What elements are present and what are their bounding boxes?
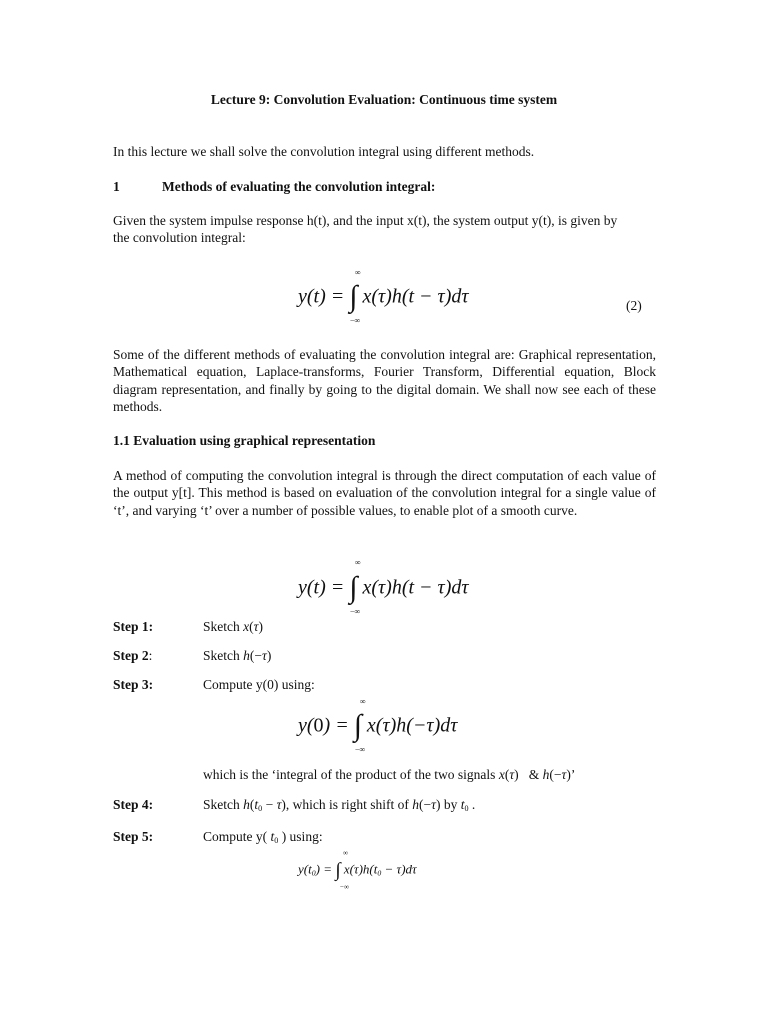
- equation-number: (2): [626, 298, 642, 313]
- lower-limit: −∞: [350, 316, 361, 325]
- section-1-1-heading: 1.1 Evaluation using graphical representation: [113, 433, 376, 448]
- y0-equation: y(0) = ∫ x(τ)h(−τ)dτ: [298, 709, 458, 742]
- lower-limit: −∞: [350, 607, 361, 616]
- methods-paragraph: Some of the different methods of evaluating the convolution integral are: Graphical representation, Mathematical equation, Laplace-transforms, Fourier Transform, Differential equation, Block diagram representation, and finally by going to the digital domain. We shall now see each of these methods.: [113, 347, 656, 415]
- given-paragraph: Given the system impulse response h(t), and the input x(t), the system output y(t), is given by the convolution integral:: [113, 213, 618, 246]
- lower-limit: −∞: [340, 883, 349, 891]
- upper-limit: ∞: [355, 268, 361, 277]
- section-1-heading: Methods of evaluating the convolution integral:: [162, 179, 436, 194]
- lecture-title: Lecture 9: Convolution Evaluation: Continuous time system: [210, 92, 558, 107]
- convolution-equation-2: y(t) = ∫ x(τ)h(t − τ)dτ: [298, 280, 469, 313]
- step-5-label: Step 5:: [113, 829, 154, 844]
- upper-limit: ∞: [355, 558, 361, 567]
- intro-paragraph: In this lecture we shall solve the convolution integral using different methods.: [113, 144, 535, 159]
- graphical-paragraph: A method of computing the convolution integral is through the direct computation of each value of the output y[t]. This method is based on evaluation of the convolution integral for a single value of ‘t’, and varying ‘t’ over a number of possible values, to enable plot of a smooth curve.: [113, 468, 656, 518]
- step-5-text: Compute y( $t_0$ ) using:: [203, 829, 323, 846]
- step-1-label: Step 1:: [113, 619, 154, 634]
- upper-limit: ∞: [343, 849, 348, 857]
- step-2-text: Sketch h(−τ): [203, 648, 272, 663]
- step-1-text: Sketch x(τ): [203, 619, 263, 634]
- lower-limit: −∞: [355, 745, 366, 754]
- upper-limit: ∞: [360, 697, 366, 706]
- step-3-label: Step 3:: [113, 677, 154, 692]
- step-3-note: which is the ‘integral of the product of the two signals x(τ) & h(−τ)’: [203, 767, 576, 782]
- step-4-text: Sketch $h(t_0 - \tau)$, which is right shift of h(−τ) by $t_0$ .: [203, 797, 476, 814]
- convolution-equation: y(t) = ∫ x(τ)h(t − τ)dτ: [298, 571, 469, 604]
- step-4-label: Step 4:: [113, 797, 154, 812]
- section-1-number: 1: [113, 179, 120, 194]
- step-2-label: Step 2:: [113, 648, 153, 663]
- step-3-text: Compute y(0) using:: [203, 677, 315, 692]
- yt0-equation: $y(t_0)$ = ∫ $x(\tau)h(t_0 - \tau)d\tau$: [298, 860, 417, 881]
